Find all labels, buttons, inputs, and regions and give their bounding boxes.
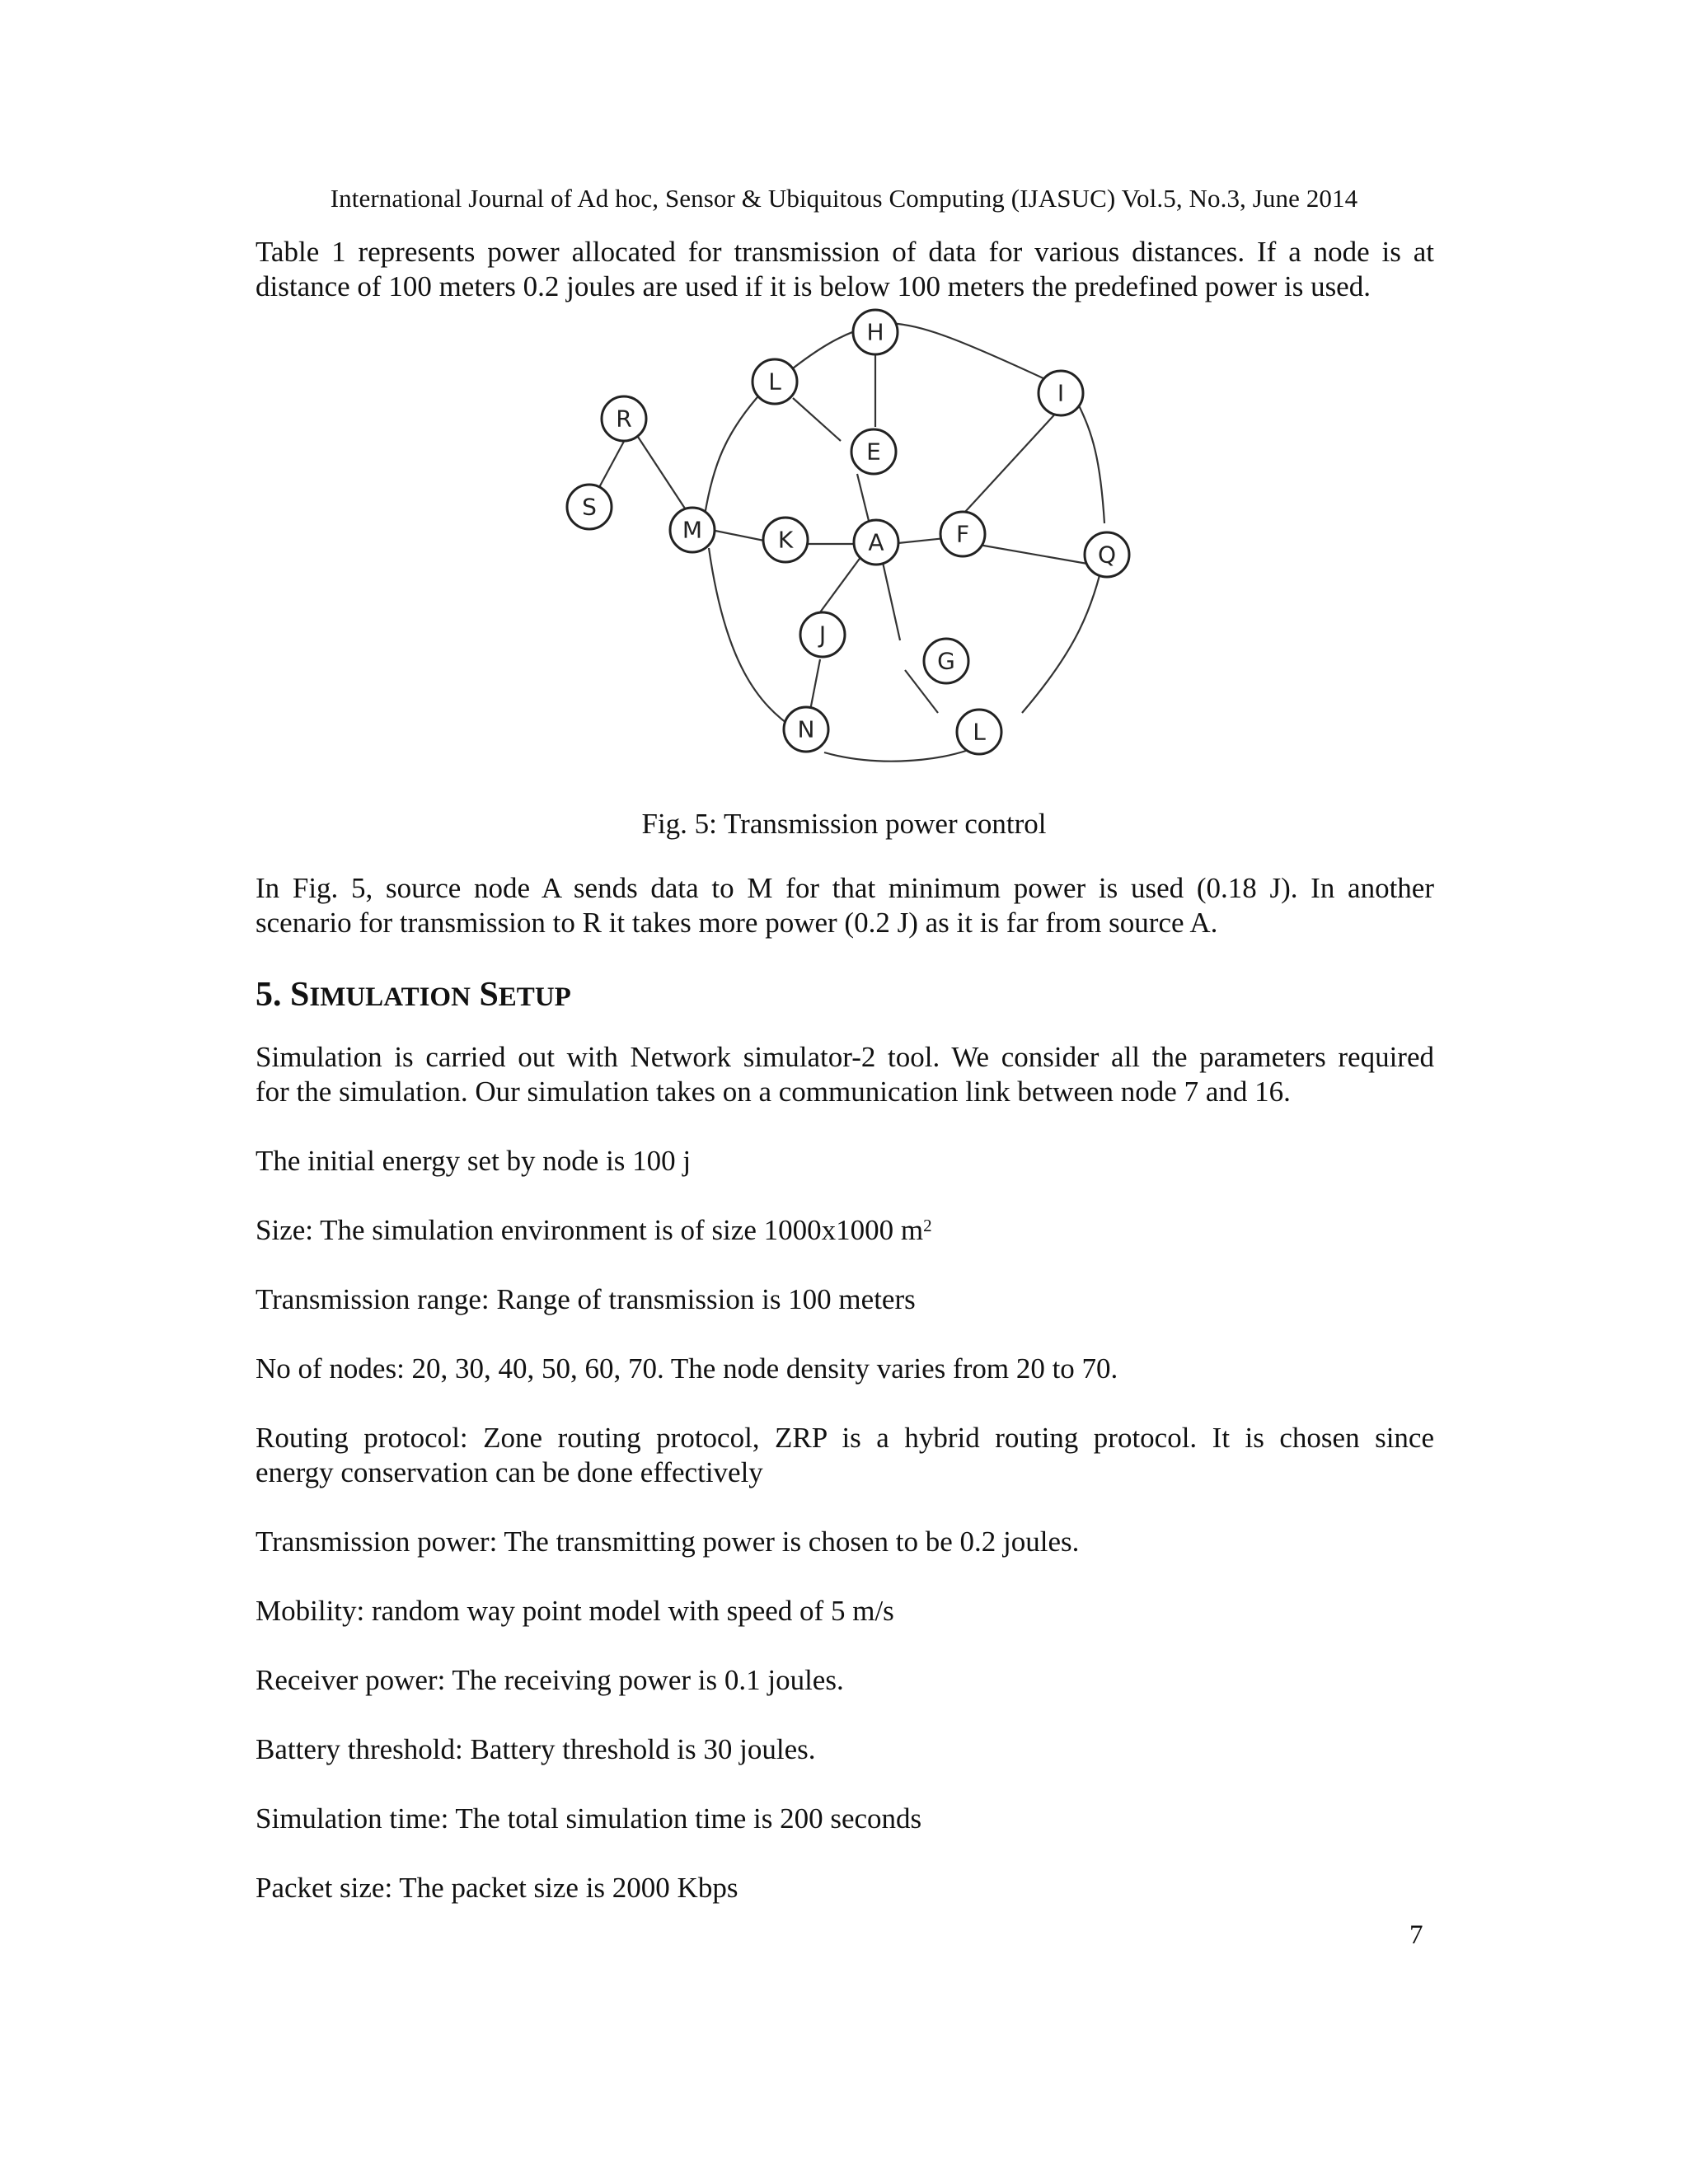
svg-text:L: L (768, 368, 781, 396)
svg-text:R: R (616, 405, 632, 433)
node-k (763, 518, 808, 562)
node-l-top (753, 359, 797, 404)
svg-text:M: M (682, 516, 703, 544)
svg-text:N: N (797, 715, 815, 743)
node-r (602, 396, 646, 441)
edge-f-i (956, 410, 1059, 522)
sim-intro-paragraph (256, 1040, 1434, 1075)
section-heading (256, 974, 571, 1018)
svg-text:F: F (955, 520, 970, 548)
node-i (1039, 371, 1083, 415)
param-rx-power: Receiver power: The receiving power is 0.1 joules. (256, 1664, 844, 1696)
edge-a-g (882, 559, 900, 640)
svg-text:Q: Q (1097, 541, 1117, 569)
intro-line-2: distance of 100 meters 0.2 joules are used if it is below 100 meters the predefined power is used. (256, 270, 1371, 302)
param-battery: Battery threshold: Battery threshold is 30 joules. (256, 1733, 816, 1765)
edge-m-k (711, 530, 768, 541)
intro-paragraph-end (256, 269, 1434, 304)
section-word1-cap: S (290, 976, 310, 1014)
ring-arc-l-n (824, 750, 968, 762)
svg-text:E: E (866, 438, 881, 466)
param-routing (256, 1421, 1434, 1455)
svg-text:K: K (777, 526, 794, 554)
journal-header: International Journal of Ad hoc, Sensor & Ubiquitous Computing (IJASUC) Vol.5, No.3, June 2014 (330, 184, 1358, 213)
ring-arc-i-q (1078, 404, 1104, 523)
edge-e-l (793, 398, 841, 441)
ring-arc-m-l (705, 391, 762, 515)
page-number: 7 (1409, 1920, 1423, 1950)
node-f (940, 512, 985, 556)
network-diagram (544, 301, 1170, 779)
node-s (567, 485, 612, 529)
intro-line-1: Table 1 represents power allocated for transmission of data for various distances. If a node is at (256, 236, 1434, 268)
ring-arc-h-i (890, 323, 1045, 379)
sim-intro-line-1: Simulation is carried out with Network simulator-2 tool. We consider all the parameters required (256, 1041, 1434, 1073)
section-word2-rest: ETUP (498, 982, 571, 1012)
param-routing-line-2: energy conservation can be done effectively (256, 1456, 763, 1488)
fig-discussion-line-2: scenario for transmission to R it takes more power (0.2 J) as it is far from source A. (256, 907, 1218, 939)
param-energy: The initial energy set by node is 100 j (256, 1145, 692, 1177)
param-routing-line-1: Routing protocol: Zone routing protocol, ZRP is a hybrid routing protocol. It is chosen since (256, 1422, 1434, 1454)
edge-r-m (636, 434, 688, 513)
section-word1-rest: IMULATION (309, 982, 471, 1012)
fig-discussion-paragraph-end (256, 906, 1434, 940)
param-packet: Packet size: The packet size is 2000 Kbps (256, 1872, 738, 1904)
svg-text:G: G (937, 647, 955, 675)
edge-a-e (857, 474, 870, 527)
param-size-text: Size: The simulation environment is of size 1000x1000 m (256, 1214, 924, 1246)
edge-f-q (974, 544, 1092, 565)
node-n (784, 707, 828, 752)
intro-paragraph (256, 235, 1434, 269)
node-e (851, 429, 896, 474)
node-l-bottom (957, 710, 1001, 754)
network-figure (544, 301, 1170, 779)
node-h (853, 310, 898, 354)
param-size (256, 1213, 1434, 1248)
node-g (924, 639, 968, 683)
svg-text:L: L (973, 718, 986, 746)
param-sim-time: Simulation time: The total simulation time is 200 seconds (256, 1802, 922, 1835)
node-q (1085, 532, 1129, 577)
sim-intro-line-2: for the simulation. Our simulation takes on a communication link between node 7 and 16. (256, 1076, 1291, 1108)
section-number: 5. (256, 976, 290, 1014)
fig-discussion-paragraph (256, 871, 1434, 906)
ring-arc-n-m (709, 548, 795, 729)
node-m (670, 508, 715, 552)
edge-s-r (598, 437, 626, 490)
svg-text:J: J (818, 621, 827, 649)
param-range: Transmission range: Range of transmission is 100 meters (256, 1283, 916, 1315)
fig-discussion-line-1: In Fig. 5, source node A sends data to M for that minimum power is used (0.18 J). In another (256, 872, 1434, 904)
node-a (854, 520, 898, 565)
svg-text:I: I (1057, 379, 1065, 407)
param-size-superscript: 2 (923, 1216, 932, 1235)
param-nodes: No of nodes: 20, 30, 40, 50, 60, 70. The node density varies from 20 to 70. (256, 1352, 1118, 1385)
svg-text:A: A (868, 528, 884, 556)
param-mobility: Mobility: random way point model with speed of 5 m/s (256, 1595, 894, 1627)
param-routing-end (256, 1455, 1434, 1490)
ring-arc-q-l (1022, 555, 1104, 713)
edge-j-n (809, 659, 820, 715)
figure-caption: Fig. 5: Transmission power control (641, 808, 1047, 840)
svg-text:S: S (582, 493, 597, 521)
sim-intro-paragraph-end (256, 1075, 1434, 1109)
section-word2-cap: S (479, 976, 499, 1014)
param-tx-power: Transmission power: The transmitting power is chosen to be 0.2 joules. (256, 1526, 1080, 1558)
node-j (800, 612, 845, 657)
edge-a-j (818, 556, 861, 616)
svg-text:H: H (866, 318, 884, 346)
